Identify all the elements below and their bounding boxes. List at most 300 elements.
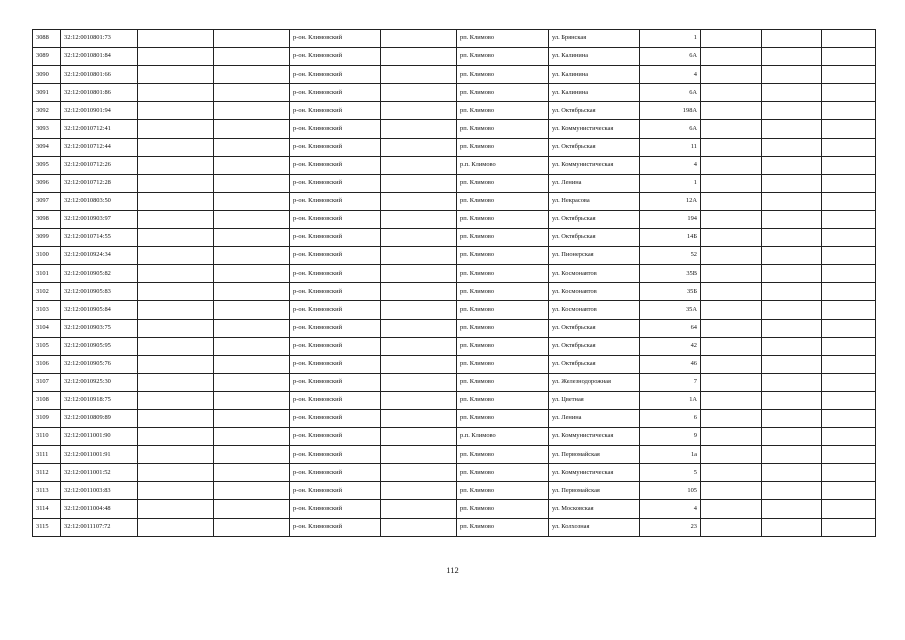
settlement-cell: рп. Климово [457,229,549,247]
settlement-cell: рп. Климово [457,210,549,228]
street-cell: ул. Октябрьская [549,337,640,355]
empty-cell [701,120,762,138]
empty-cell [381,48,457,66]
row-number-cell: 3110 [33,428,61,446]
empty-cell [214,301,290,319]
empty-cell [138,229,214,247]
empty-cell [214,482,290,500]
district-cell: р-он. Климовский [290,210,381,228]
empty-cell [138,446,214,464]
district-cell: р-он. Климовский [290,84,381,102]
table-row [33,192,876,210]
empty-cell [214,102,290,120]
street-cell: ул. Московская [549,500,640,518]
house-number-cell: 35В [640,265,701,283]
row-number-cell: 3114 [33,500,61,518]
empty-cell [214,247,290,265]
table-row [33,464,876,482]
empty-cell [214,229,290,247]
district-cell: р-он. Климовский [290,319,381,337]
cadastral-number-cell: 32:12:0010712:26 [61,156,138,174]
empty-cell [762,319,822,337]
empty-cell [381,518,457,536]
empty-cell [214,30,290,48]
district-cell: р-он. Климовский [290,102,381,120]
settlement-cell: рп. Климово [457,48,549,66]
district-cell: р-он. Климовский [290,391,381,409]
empty-cell [822,373,876,391]
empty-cell [214,355,290,373]
empty-cell [381,102,457,120]
street-cell: ул. Коммунистическая [549,156,640,174]
table-row [33,210,876,228]
empty-cell [762,84,822,102]
table-row [33,174,876,192]
empty-cell [762,174,822,192]
street-cell: ул. Октябрьская [549,210,640,228]
empty-cell [138,428,214,446]
row-number-cell: 3089 [33,48,61,66]
row-number-cell: 3088 [33,30,61,48]
empty-cell [138,409,214,427]
empty-cell [381,174,457,192]
row-number-cell: 3104 [33,319,61,337]
empty-cell [762,391,822,409]
empty-cell [822,464,876,482]
row-number-cell: 3103 [33,301,61,319]
settlement-cell: рп. Климово [457,482,549,500]
empty-cell [762,229,822,247]
street-cell: ул. Колхозная [549,518,640,536]
settlement-cell: рп. Климово [457,84,549,102]
table-row [33,30,876,48]
empty-cell [381,301,457,319]
settlement-cell: рп. Климово [457,30,549,48]
street-cell: ул. Калинина [549,84,640,102]
row-number-cell: 3113 [33,482,61,500]
cadastral-number-cell: 32:12:0010925:30 [61,373,138,391]
cadastral-number-cell: 32:12:0011003:83 [61,482,138,500]
empty-cell [762,210,822,228]
settlement-cell: рп. Климово [457,66,549,84]
empty-cell [138,210,214,228]
empty-cell [701,301,762,319]
settlement-cell: рп. Климово [457,409,549,427]
row-number-cell: 3105 [33,337,61,355]
empty-cell [762,355,822,373]
empty-cell [822,84,876,102]
row-number-cell: 3098 [33,210,61,228]
house-number-cell: 4 [640,66,701,84]
empty-cell [381,373,457,391]
empty-cell [138,84,214,102]
street-cell: ул. Некрасова [549,192,640,210]
empty-cell [701,428,762,446]
empty-cell [762,409,822,427]
house-number-cell: 6 [640,409,701,427]
row-number-cell: 3112 [33,464,61,482]
empty-cell [762,482,822,500]
empty-cell [701,409,762,427]
empty-cell [138,464,214,482]
house-number-cell: 6А [640,48,701,66]
district-cell: р-он. Климовский [290,265,381,283]
cadastral-number-cell: 32:12:0010901:94 [61,102,138,120]
street-cell: ул. Первомайская [549,482,640,500]
empty-cell [822,518,876,536]
row-number-cell: 3095 [33,156,61,174]
empty-cell [822,446,876,464]
empty-cell [381,319,457,337]
street-cell: ул. Космонавтов [549,301,640,319]
district-cell: р-он. Климовский [290,174,381,192]
empty-cell [214,319,290,337]
empty-cell [762,373,822,391]
cadastral-number-cell: 32:12:0010801:86 [61,84,138,102]
district-cell: р-он. Климовский [290,482,381,500]
empty-cell [822,247,876,265]
row-number-cell: 3097 [33,192,61,210]
empty-cell [822,120,876,138]
empty-cell [762,247,822,265]
settlement-cell: рп. Климово [457,265,549,283]
district-cell: р-он. Климовский [290,138,381,156]
empty-cell [701,84,762,102]
table-row [33,247,876,265]
row-number-cell: 3100 [33,247,61,265]
empty-cell [822,409,876,427]
district-cell: р-он. Климовский [290,301,381,319]
cadastral-number-cell: 32:12:0010809:89 [61,409,138,427]
empty-cell [701,156,762,174]
house-number-cell: 194 [640,210,701,228]
cadastral-number-cell: 32:12:0011107:72 [61,518,138,536]
empty-cell [214,518,290,536]
empty-cell [214,174,290,192]
settlement-cell: рп. Климово [457,138,549,156]
empty-cell [701,283,762,301]
table-row [33,482,876,500]
settlement-cell: р.п. Климово [457,428,549,446]
empty-cell [138,319,214,337]
empty-cell [381,138,457,156]
table-row [33,84,876,102]
empty-cell [701,229,762,247]
empty-cell [381,428,457,446]
empty-cell [214,446,290,464]
empty-cell [701,446,762,464]
cadastral-number-cell: 32:12:0010903:75 [61,319,138,337]
empty-cell [138,482,214,500]
row-number-cell: 3096 [33,174,61,192]
empty-cell [701,48,762,66]
cadastral-number-cell: 32:12:0010903:97 [61,210,138,228]
settlement-cell: рп. Климово [457,337,549,355]
district-cell: р-он. Климовский [290,464,381,482]
cadastral-number-cell: 32:12:0010801:66 [61,66,138,84]
house-number-cell: 4 [640,500,701,518]
house-number-cell: 64 [640,319,701,337]
house-number-cell: 35А [640,301,701,319]
empty-cell [762,518,822,536]
empty-cell [138,373,214,391]
empty-cell [138,301,214,319]
empty-cell [822,391,876,409]
table-row [33,102,876,120]
empty-cell [138,48,214,66]
empty-cell [214,409,290,427]
empty-cell [138,247,214,265]
district-cell: р-он. Климовский [290,48,381,66]
empty-cell [762,102,822,120]
cadastral-number-cell: 32:12:0010905:76 [61,355,138,373]
settlement-cell: рп. Климово [457,283,549,301]
empty-cell [214,265,290,283]
empty-cell [762,192,822,210]
empty-cell [762,446,822,464]
empty-cell [701,482,762,500]
row-number-cell: 3101 [33,265,61,283]
settlement-cell: рп. Климово [457,446,549,464]
row-number-cell: 3090 [33,66,61,84]
house-number-cell: 198А [640,102,701,120]
house-number-cell: 1а [640,446,701,464]
settlement-cell: рп. Климово [457,500,549,518]
empty-cell [138,391,214,409]
street-cell: ул. Первомайская [549,446,640,464]
table-row [33,301,876,319]
empty-cell [701,391,762,409]
empty-cell [138,30,214,48]
empty-cell [762,30,822,48]
empty-cell [701,319,762,337]
house-number-cell: 7 [640,373,701,391]
settlement-cell: рп. Климово [457,120,549,138]
empty-cell [138,355,214,373]
empty-cell [701,210,762,228]
empty-cell [822,156,876,174]
settlement-cell: рп. Климово [457,247,549,265]
cadastral-number-cell: 32:12:0010801:73 [61,30,138,48]
empty-cell [701,464,762,482]
district-cell: р-он. Климовский [290,192,381,210]
empty-cell [214,500,290,518]
settlement-cell: рп. Климово [457,391,549,409]
house-number-cell: 1А [640,391,701,409]
cadastral-number-cell: 32:12:0010801:84 [61,48,138,66]
empty-cell [214,464,290,482]
district-cell: р-он. Климовский [290,409,381,427]
settlement-cell: рп. Климово [457,319,549,337]
row-number-cell: 3094 [33,138,61,156]
row-number-cell: 3109 [33,409,61,427]
empty-cell [214,373,290,391]
cadastral-number-cell: 32:12:0010712:41 [61,120,138,138]
table-row [33,337,876,355]
district-cell: р-он. Климовский [290,30,381,48]
district-cell: р-он. Климовский [290,518,381,536]
cadastral-number-cell: 32:12:0010803:50 [61,192,138,210]
empty-cell [701,174,762,192]
empty-cell [822,174,876,192]
street-cell: ул. Ленина [549,409,640,427]
street-cell: ул. Коммунистическая [549,464,640,482]
cadastral-number-cell: 32:12:0011001:90 [61,428,138,446]
empty-cell [762,428,822,446]
empty-cell [138,192,214,210]
empty-cell [822,138,876,156]
district-cell: р-он. Климовский [290,229,381,247]
house-number-cell: 11 [640,138,701,156]
empty-cell [701,373,762,391]
district-cell: р-он. Климовский [290,120,381,138]
empty-cell [138,500,214,518]
street-cell: ул. Коммунистическая [549,428,640,446]
empty-cell [381,210,457,228]
table-row [33,120,876,138]
settlement-cell: рп. Климово [457,301,549,319]
empty-cell [701,337,762,355]
empty-cell [214,48,290,66]
empty-cell [762,48,822,66]
empty-cell [701,500,762,518]
district-cell: р-он. Климовский [290,156,381,174]
table-row [33,409,876,427]
district-cell: р-он. Климовский [290,500,381,518]
cadastral-number-cell: 32:12:0010712:44 [61,138,138,156]
table-row [33,66,876,84]
cadastral-number-cell: 32:12:0010918:75 [61,391,138,409]
settlement-cell: рп. Климово [457,355,549,373]
empty-cell [822,301,876,319]
empty-cell [138,174,214,192]
empty-cell [762,464,822,482]
house-number-cell: 42 [640,337,701,355]
empty-cell [381,247,457,265]
empty-cell [822,482,876,500]
empty-cell [762,156,822,174]
table-row [33,48,876,66]
row-number-cell: 3115 [33,518,61,536]
empty-cell [214,66,290,84]
row-number-cell: 3099 [33,229,61,247]
street-cell: ул. Коммунистическая [549,120,640,138]
empty-cell [762,265,822,283]
empty-cell [822,66,876,84]
empty-cell [138,156,214,174]
empty-cell [701,192,762,210]
table-row [33,283,876,301]
row-number-cell: 3092 [33,102,61,120]
empty-cell [214,428,290,446]
empty-cell [214,283,290,301]
empty-cell [822,210,876,228]
empty-cell [138,120,214,138]
empty-cell [381,120,457,138]
cadastral-number-cell: 32:12:0010905:82 [61,265,138,283]
house-number-cell: 1 [640,30,701,48]
table-row [33,518,876,536]
empty-cell [381,283,457,301]
page-number: 112 [446,565,459,575]
street-cell: ул. Октябрьская [549,229,640,247]
empty-cell [822,355,876,373]
row-number-cell: 3102 [33,283,61,301]
empty-cell [381,30,457,48]
empty-cell [381,355,457,373]
district-cell: р-он. Климовский [290,373,381,391]
registry-table [32,29,876,537]
empty-cell [214,391,290,409]
cadastral-number-cell: 32:12:0010924:34 [61,247,138,265]
settlement-cell: рп. Климово [457,518,549,536]
settlement-cell: рп. Климово [457,102,549,120]
empty-cell [381,337,457,355]
district-cell: р-он. Климовский [290,355,381,373]
empty-cell [822,192,876,210]
empty-cell [381,446,457,464]
street-cell: ул. Калинина [549,48,640,66]
empty-cell [701,30,762,48]
cadastral-number-cell: 32:12:0010905:95 [61,337,138,355]
empty-cell [701,518,762,536]
empty-cell [822,428,876,446]
house-number-cell: 12А [640,192,701,210]
empty-cell [762,138,822,156]
empty-cell [138,102,214,120]
cadastral-number-cell: 32:12:0011001:52 [61,464,138,482]
district-cell: р-он. Климовский [290,428,381,446]
house-number-cell: 5 [640,464,701,482]
house-number-cell: 52 [640,247,701,265]
empty-cell [822,229,876,247]
house-number-cell: 14Б [640,229,701,247]
street-cell: ул. Ленина [549,174,640,192]
street-cell: ул. Октябрьская [549,138,640,156]
empty-cell [762,66,822,84]
cadastral-number-cell: 32:12:0010714:55 [61,229,138,247]
empty-cell [762,301,822,319]
table-row [33,156,876,174]
empty-cell [381,84,457,102]
empty-cell [214,210,290,228]
empty-cell [822,265,876,283]
district-cell: р-он. Климовский [290,446,381,464]
row-number-cell: 3093 [33,120,61,138]
empty-cell [138,283,214,301]
district-cell: р-он. Климовский [290,337,381,355]
empty-cell [381,391,457,409]
row-number-cell: 3107 [33,373,61,391]
empty-cell [214,138,290,156]
settlement-cell: рп. Климово [457,174,549,192]
table-row [33,428,876,446]
cadastral-number-cell: 32:12:0011004:48 [61,500,138,518]
empty-cell [381,265,457,283]
empty-cell [822,319,876,337]
empty-cell [822,283,876,301]
empty-cell [822,337,876,355]
empty-cell [214,337,290,355]
table-row [33,265,876,283]
table-row [33,229,876,247]
empty-cell [701,355,762,373]
empty-cell [381,229,457,247]
empty-cell [214,120,290,138]
empty-cell [138,66,214,84]
empty-cell [822,48,876,66]
empty-cell [138,265,214,283]
